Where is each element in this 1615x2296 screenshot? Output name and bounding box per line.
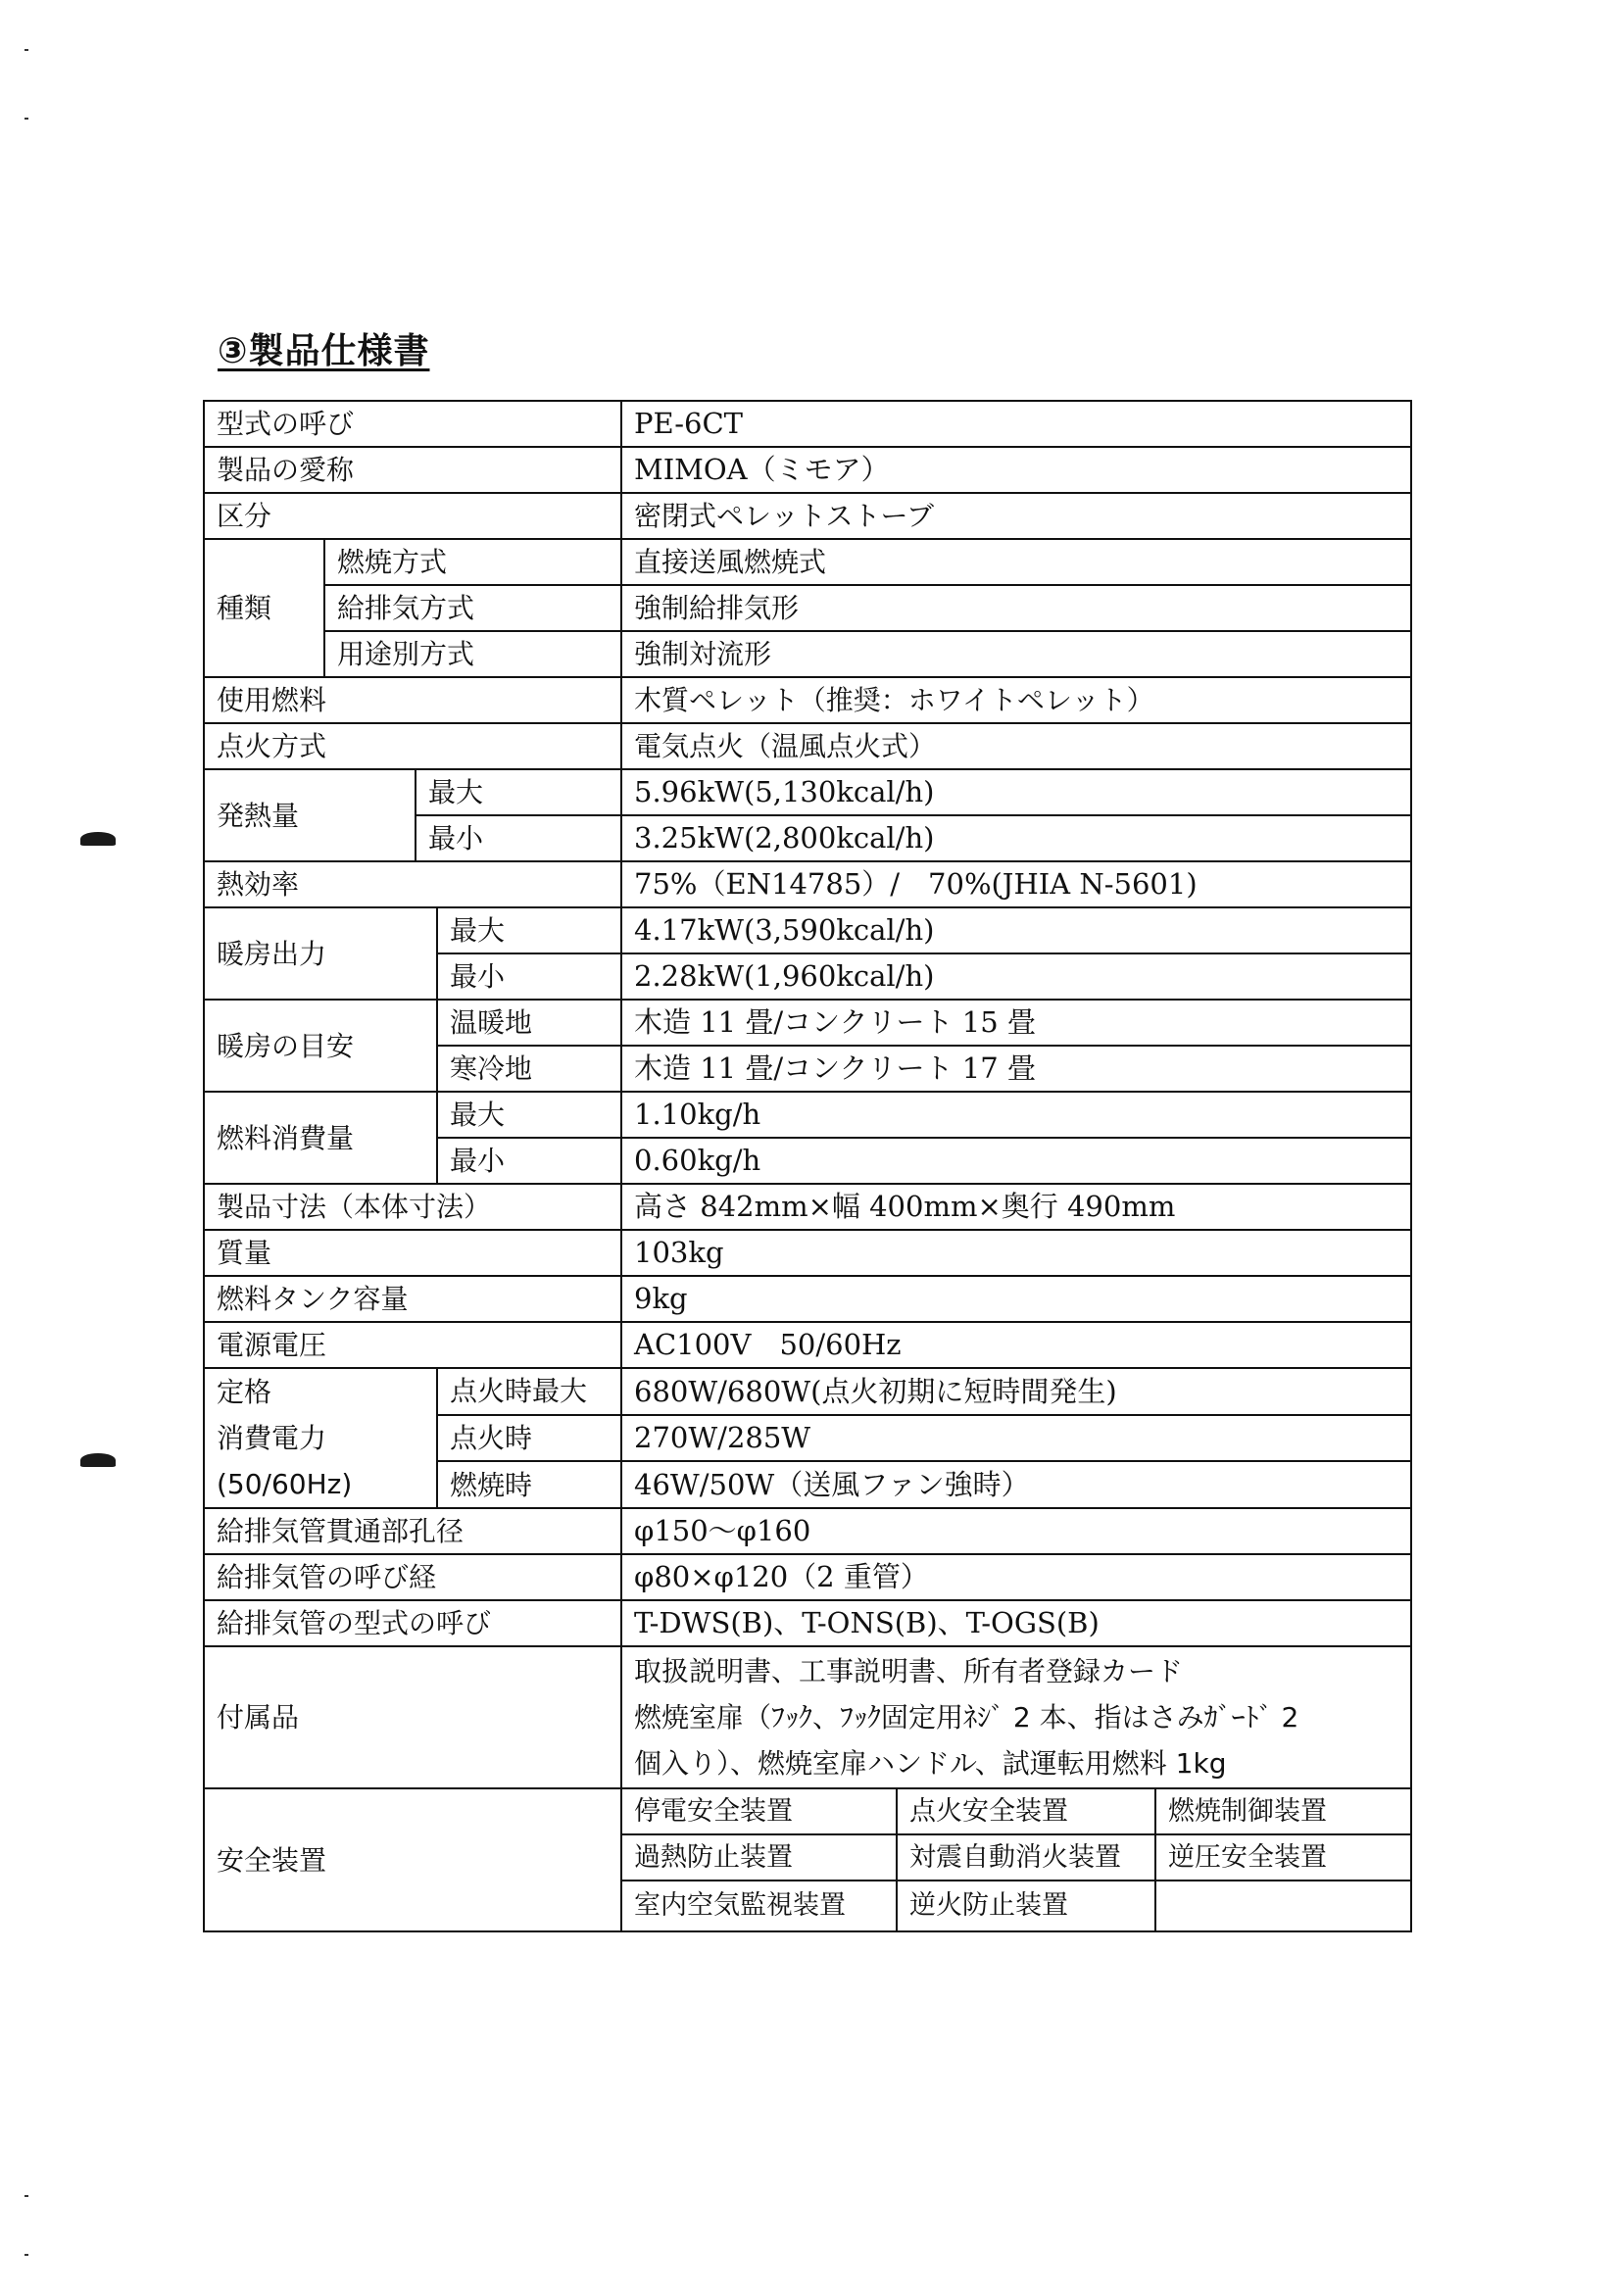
sub-label: 最小 (437, 1138, 621, 1184)
row-value: 強制対流形 (621, 631, 1411, 677)
group-label: 発熱量 (204, 769, 416, 861)
row-value: 5.96kW(5,130kcal/h) (621, 769, 1411, 815)
sub-label: 最大 (437, 1092, 621, 1138)
row-label: 型式の呼び (204, 401, 621, 447)
row-value: 密閉式ペレットストーブ (621, 493, 1411, 539)
table-row (204, 769, 1411, 815)
safety-item: 対震自動消火装置 (897, 1834, 1155, 1881)
scan-speck (24, 2195, 28, 2197)
table-row (204, 1600, 1411, 1646)
row-label: 給排気管の型式の呼び (204, 1600, 621, 1646)
safety-item: 燃焼制御装置 (1155, 1788, 1411, 1834)
group-label: 暖房の目安 (204, 1000, 437, 1092)
row-value: 木質ペレット（推奨：ホワイトペレット） (621, 677, 1411, 723)
table-row (204, 723, 1411, 769)
row-label: 質量 (204, 1230, 621, 1276)
sub-label: 点火時 (437, 1415, 621, 1462)
row-value: 直接送風燃焼式 (621, 539, 1411, 585)
row-label: 使用燃料 (204, 677, 621, 723)
table-row (204, 1646, 1411, 1788)
group-label: 種類 (204, 539, 324, 677)
table-row (204, 585, 1411, 631)
row-label: 安全装置 (204, 1788, 621, 1931)
row-value: 270W/285W (621, 1415, 1411, 1462)
table-row (204, 1788, 1411, 1834)
row-value: 木造 11 畳/コンクリート 15 畳 (621, 1000, 1411, 1046)
table-row (204, 1000, 1411, 1046)
row-label: 燃料タンク容量 (204, 1276, 621, 1322)
row-label: 付属品 (204, 1646, 621, 1788)
row-value: φ150～φ160 (621, 1508, 1411, 1554)
table-row (204, 1184, 1411, 1230)
sub-label: 最大 (416, 769, 621, 815)
row-value: 46W/50W（送風ファン強時） (621, 1461, 1411, 1508)
spec-table (203, 400, 1412, 1932)
row-label: 熱効率 (204, 861, 621, 907)
row-label: 点火方式 (204, 723, 621, 769)
punch-hole-mark (80, 1453, 116, 1467)
table-row (204, 1092, 1411, 1138)
row-label: 給排気管の呼び経 (204, 1554, 621, 1600)
scan-speck (24, 118, 28, 120)
safety-item: 停電安全装置 (621, 1788, 897, 1834)
row-value: PE-6CT (621, 401, 1411, 447)
row-value: MIMOA（ミモア） (621, 447, 1411, 493)
row-value: 103kg (621, 1230, 1411, 1276)
row-value: 3.25kW(2,800kcal/h) (621, 815, 1411, 861)
table-row (204, 1508, 1411, 1554)
punch-hole-mark (80, 832, 116, 846)
accessories-line: 燃焼室扉（ﾌｯｸ、ﾌｯｸ固定用ﾈｼﾞ 2 本、指はさみｶﾞｰﾄﾞ 2 (634, 1701, 1299, 1734)
table-row (204, 539, 1411, 585)
safety-item: 逆火防止装置 (897, 1881, 1155, 1931)
row-value: T-DWS(B)、T-ONS(B)、T-OGS(B) (621, 1600, 1411, 1646)
table-row (204, 1554, 1411, 1600)
accessories-line: 個入り）、燃焼室扉ハンドル、試運転用燃料 1kg (634, 1747, 1227, 1780)
row-value: 高さ 842mm×幅 400mm×奥行 490mm (621, 1184, 1411, 1230)
group-label: 燃料消費量 (204, 1092, 437, 1184)
table-row (204, 1322, 1411, 1368)
scan-speck (24, 2254, 28, 2256)
table-row (204, 1368, 1411, 1415)
sub-label: 給排気方式 (324, 585, 621, 631)
scan-speck (24, 49, 28, 51)
row-label: 給排気管貫通部孔径 (204, 1508, 621, 1554)
sub-label: 燃焼時 (437, 1461, 621, 1508)
group-label-line: 定格 (217, 1376, 272, 1408)
row-value: 木造 11 畳/コンクリート 17 畳 (621, 1046, 1411, 1092)
sub-label: 点火時最大 (437, 1368, 621, 1415)
row-label: 電源電圧 (204, 1322, 621, 1368)
group-label-line: (50/60Hz) (217, 1468, 353, 1500)
page-title: ③製品仕様書 (218, 331, 430, 371)
sub-label: 最小 (416, 815, 621, 861)
row-value (621, 1646, 1411, 1788)
row-value: 0.60kg/h (621, 1138, 1411, 1184)
table-row (204, 907, 1411, 953)
table-row (204, 447, 1411, 493)
row-value: 電気点火（温風点火式） (621, 723, 1411, 769)
row-label: 製品寸法（本体寸法） (204, 1184, 621, 1230)
safety-item: 点火安全装置 (897, 1788, 1155, 1834)
table-row (204, 1230, 1411, 1276)
row-value: 1.10kg/h (621, 1092, 1411, 1138)
safety-item (1155, 1881, 1411, 1931)
sub-label: 温暖地 (437, 1000, 621, 1046)
row-value: AC100V 50/60Hz (621, 1322, 1411, 1368)
row-label: 区分 (204, 493, 621, 539)
group-label: 暖房出力 (204, 907, 437, 1000)
sub-label: 寒冷地 (437, 1046, 621, 1092)
table-row (204, 861, 1411, 907)
table-row (204, 401, 1411, 447)
safety-item: 室内空気監視装置 (621, 1881, 897, 1931)
row-value: 4.17kW(3,590kcal/h) (621, 907, 1411, 953)
group-label (204, 1368, 437, 1508)
row-value: φ80×φ120（2 重管） (621, 1554, 1411, 1600)
sub-label: 最小 (437, 953, 621, 1000)
row-value: 2.28kW(1,960kcal/h) (621, 953, 1411, 1000)
sub-label: 最大 (437, 907, 621, 953)
row-value: 75%（EN14785）/ 70%(JHIA N-5601) (621, 861, 1411, 907)
safety-item: 逆圧安全装置 (1155, 1834, 1411, 1881)
table-row (204, 1276, 1411, 1322)
row-value: 680W/680W(点火初期に短時間発生) (621, 1368, 1411, 1415)
safety-item: 過熱防止装置 (621, 1834, 897, 1881)
table-row (204, 493, 1411, 539)
sub-label: 用途別方式 (324, 631, 621, 677)
group-label-line: 消費電力 (217, 1422, 327, 1454)
row-label: 製品の愛称 (204, 447, 621, 493)
row-value: 強制給排気形 (621, 585, 1411, 631)
sub-label: 燃焼方式 (324, 539, 621, 585)
table-row (204, 631, 1411, 677)
table-row (204, 677, 1411, 723)
row-value: 9kg (621, 1276, 1411, 1322)
accessories-line: 取扱説明書、工事説明書、所有者登録カード (634, 1655, 1184, 1687)
